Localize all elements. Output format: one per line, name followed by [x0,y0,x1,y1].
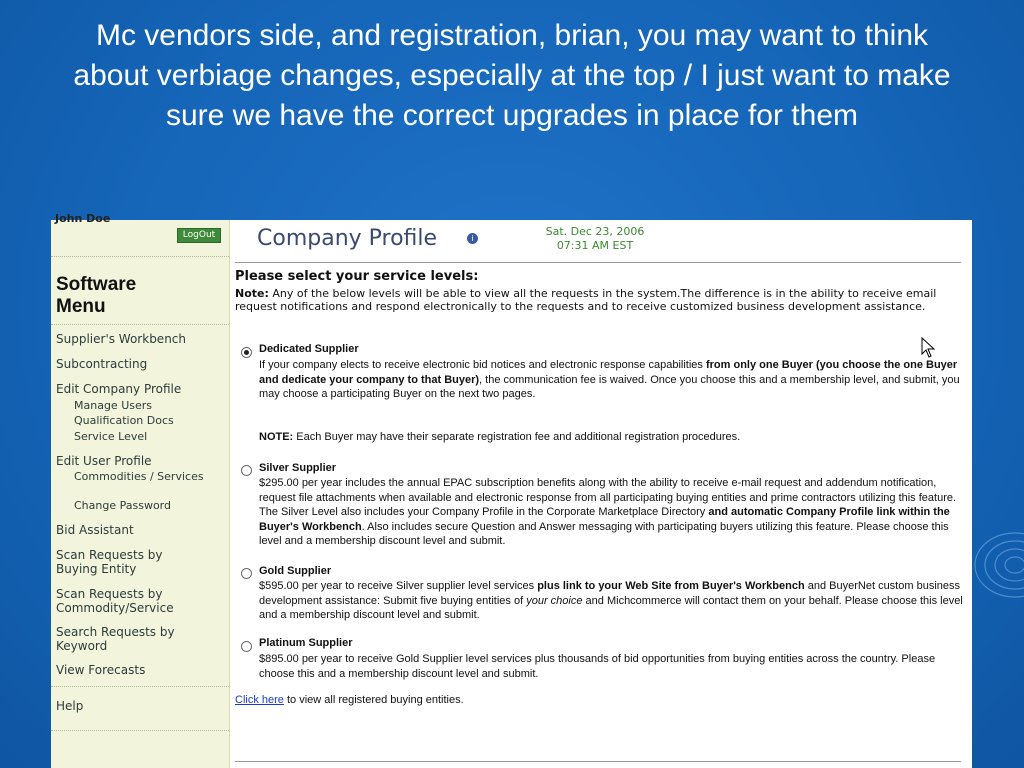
note-text: Any of the below levels will be able to view all the requests in the system.The difference is in the ability to receive email request notifications and respond electronically to the requests and to receive customized business development assistance. [235,287,937,313]
option-desc-silver: $295.00 per year includes the annual EPAC subscription benefits along with the ability to receive e-mail request and addendum notification, request file attachments when available and electronic response from all participating buying entities and prime contractors utilizing this feature. The Silver Level also includes your Company Profile in the Corporate Marketplace Directory and automatic Company Profile link within the Buyer's Workbench. Also includes secure Question and Answer messaging with participating buyers utilizing this feature. Please choose this level and a membership discount level and submit. [259,477,957,547]
option-desc-platinum: $895.00 per year to receive Gold Supplier level services plus thousands of bid opportunities from buying entities across the country. Please choose this and a membership discount level and submit. [259,653,936,680]
date-text: Sat. Dec 23, 2006 [545,225,645,238]
app-screenshot [51,212,972,768]
radio-gold-supplier[interactable] [241,568,252,579]
sidebar-menu-title: Software Menu [56,274,137,317]
slide-title: Mc vendors side, and registration, brian, you may want to think about verbiage changes, especially at the top / I just want to make sure we have the correct upgrades in place for them [73,19,951,132]
user-name: John Doe [55,212,111,225]
radio-dedicated-supplier[interactable] [241,347,252,358]
sidebar-divider [51,324,229,325]
sidebar-divider [51,256,229,257]
sidebar-item-qualification-docs[interactable]: Qualification Docs [74,414,174,427]
date-time [531,225,659,253]
logout-button[interactable]: LogOut [177,228,221,243]
option-title-platinum: Platinum Supplier [259,637,353,649]
option-desc-dedicated: If your company elects to receive electronic bid notices and electronic response capabilities from only one Buyer (you choose the one Buyer and dedicate your company to that Buyer), the communication fee is waived. Once you choose this and a membership level, and submit, you may choose a participating Buyer on the next two pages. [259,359,960,400]
radio-platinum-supplier[interactable] [241,641,252,652]
sidebar-item-scan-commodity[interactable]: Scan Requests by Commodity/Service [56,587,174,615]
section-note [235,287,945,313]
option-title-dedicated: Dedicated Supplier [259,343,359,355]
sidebar [51,212,230,768]
sidebar-item-manage-users[interactable]: Manage Users [74,399,152,412]
option-title-silver: Silver Supplier [259,462,337,474]
footer-text: to view all registered buying entities. [286,694,464,706]
sidebar-item-search-keyword[interactable]: Search Requests by Keyword [56,625,175,653]
sidebar-item-subcontracting[interactable]: Subcontracting [56,357,148,371]
option-desc-gold: $595.00 per year to receive Silver supplier level services plus link to your Web Site from Buyer's Workbench and BuyerNet custom business development assistance: Submit five buying entities of your choice and Michcommerce will contact them on your behalf. Please choose this level and a membership discount level and submit. [259,580,963,621]
sidebar-item-service-level[interactable]: Service Level [74,430,148,443]
page-title: Company Profile [257,226,438,251]
section-heading: Please select your service levels: [235,269,479,284]
info-icon[interactable]: i [467,233,478,244]
mouse-pointer-icon [921,337,937,359]
time-text: 07:31 AM EST [556,239,634,252]
sidebar-item-commodities-services[interactable]: Commodities / Services [74,470,204,483]
sidebar-divider [51,686,229,687]
main-content [235,220,965,768]
option-title-gold: Gold Supplier [259,565,332,577]
sidebar-item-edit-company-profile[interactable]: Edit Company Profile [56,382,182,396]
sidebar-item-help[interactable]: Help [56,699,84,713]
radio-silver-supplier[interactable] [241,465,252,476]
divider [235,761,961,762]
click-here-link[interactable]: Click here [235,694,284,706]
sidebar-item-suppliers-workbench[interactable]: Supplier's Workbench [56,332,187,346]
sidebar-item-view-forecasts[interactable]: View Forecasts [56,663,146,677]
sidebar-item-edit-user-profile[interactable]: Edit User Profile [56,454,152,468]
divider [235,262,961,263]
sidebar-item-change-password[interactable]: Change Password [74,499,171,512]
option-note-dedicated: NOTE: Each Buyer may have their separate registration fee and additional registration procedures. [259,431,741,443]
sidebar-divider [51,730,229,731]
sidebar-item-bid-assistant[interactable]: Bid Assistant [56,523,134,537]
note-label: Note: [235,287,269,300]
footer-line [235,694,464,706]
sidebar-item-scan-buying-entity[interactable]: Scan Requests by Buying Entity [56,548,163,576]
